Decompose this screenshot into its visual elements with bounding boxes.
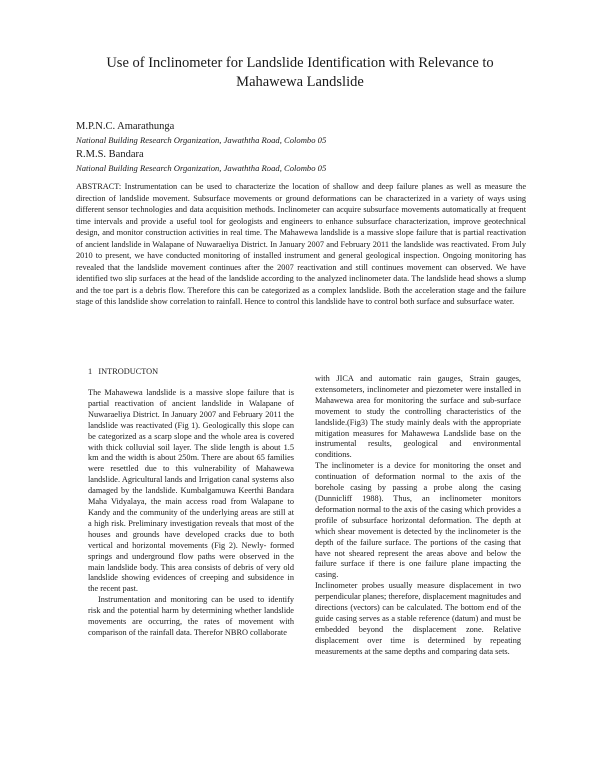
- author-1: [76, 120, 536, 146]
- author-name: R.M.S. Bandara: [76, 149, 144, 160]
- left-column: [88, 388, 294, 639]
- author-name: M.P.N.C. Amarathunga: [76, 121, 175, 132]
- section-heading: [88, 366, 158, 377]
- paragraph: Inclinometer probes usually measure displacement in two perpendicular planes; therefore, displacement magnitudes and directions (vectors) can be calculated. The bottom end of the guide casing serves as a stable reference (datum) and must be embedded beyond the displacement zone. Relative displacement over time is determined by repeating measurements at the same depths and comparing data sets.: [315, 581, 521, 656]
- paragraph: Instrumentation and monitoring can be used to identify risk and the potential harm by determining whether landslide movements are occurring, the rates of movement with comparison of the rainfall data. Therefor NBRO collaborate: [88, 595, 294, 637]
- section-title: INTRODUCTON: [98, 367, 159, 376]
- paragraph: The inclinometer is a device for monitoring the onset and continuation of deformation normal to the axis of the borehole casing by passing a probe along the casing (Dunnicliff 1988). Thus, an inclinometer monitors deformation normal to the axis of the casing which provides a profile of subsurface horizontal deformation. The depth at which shear movement is detected by the inclinometer is the depth of the failure surface. The portions of the casing that have not sheared represent the areas above and below the failure surface if there is one failure plane impacting the casing.: [315, 461, 521, 580]
- right-column: [315, 374, 521, 658]
- author-affiliation: National Building Research Organization, Jawaththa Road, Colombo 05: [76, 163, 327, 173]
- paper-title: Use of Inclinometer for Landslide Identification with Relevance to Mahawewa Landslide: [106, 55, 494, 90]
- author-affiliation: National Building Research Organization, Jawaththa Road, Colombo 05: [76, 135, 327, 145]
- abstract: ABSTRACT: Instrumentation can be used to characterize the location of shallow and deep failure planes as well as measure the direction of landslide movement. Subsurface movements or ground deformations can be characterized in a variety of ways using different sensor technologies and data acquisition methods. Inclinometer can acquire subsurface movements automatically at frequent time intervals and provide a useful tool for geologists and engineers to enhance subsurface characterization, improve geotechnical design, and monitor construction activities in real time. The Mahawewa landslide is a massive slope failure that is partial reactivation of ancient landslide in Walapane of Nuwaraeliya District. In January 2007 and February 2011 the landslide was reactivated. From July 2010 to present, we have conducted monitoring of installed instrument and general geological inspection. Ongoing monitoring has revealed that the landslide movement continues after the 2007 reactivation and still continues movement can observed. We have identified two slip surfaces at the head of the landslide according to the analyzed inclinometer data. The landslide head shows a slump and the toe part is a debris flow. Therefore this can be categorized as a complex landslide. Both the acceleration stage and the failure stage of this landslide show correlation to rainfall. Hence to control this landslide have to control both surface and subsurface water.: [76, 182, 526, 306]
- paragraph: The Mahawewa landslide is a massive slope failure that is partial reactivation of ancient landslide in Walapane of Nuwaraeliya District. In January 2007 and February 2011 the landslide was reactivated (Fig 1). Geologically this slope can be categorized as a scarp slope and the whole area is covered with thick colluvial soil layer. The slide length is about 1.5 km and the width is about 250m. There are about 65 families were resettled due to this vulnerability of Mahawewa landslide. Agricultural lands and Irrigation canal systems also damaged by the landslide. Kumbalgamuwa Keerthi Bandara Maha Vidyalaya, the main access road from Walapane to Kandy and the community of the underlying areas are still at a high risk. Preliminary investigation reveals that most of the houses and grounds have developed cracks due to both vertical and horizontal movements (Fig 2). Newly- formed springs and underground flow paths were observed in the main landslide body. This area consists of debris of very old landslide showing evidences of creeping and subsidence in the recent past.: [88, 388, 294, 594]
- section-number: 1: [88, 367, 93, 376]
- author-2: [76, 148, 536, 174]
- paragraph: with JICA and automatic rain gauges, Strain gauges, extensometers, inclinometer and piezometer were installed in Mahawewa area for monitoring the surface and sub-surface movement to study the controlling characteristics of the landslide.(Fig3) The study mainly deals with the appropriate mitigation measures for Mahawewa Landslide base on the instrumental results, geological and environmental conditions.: [315, 374, 521, 460]
